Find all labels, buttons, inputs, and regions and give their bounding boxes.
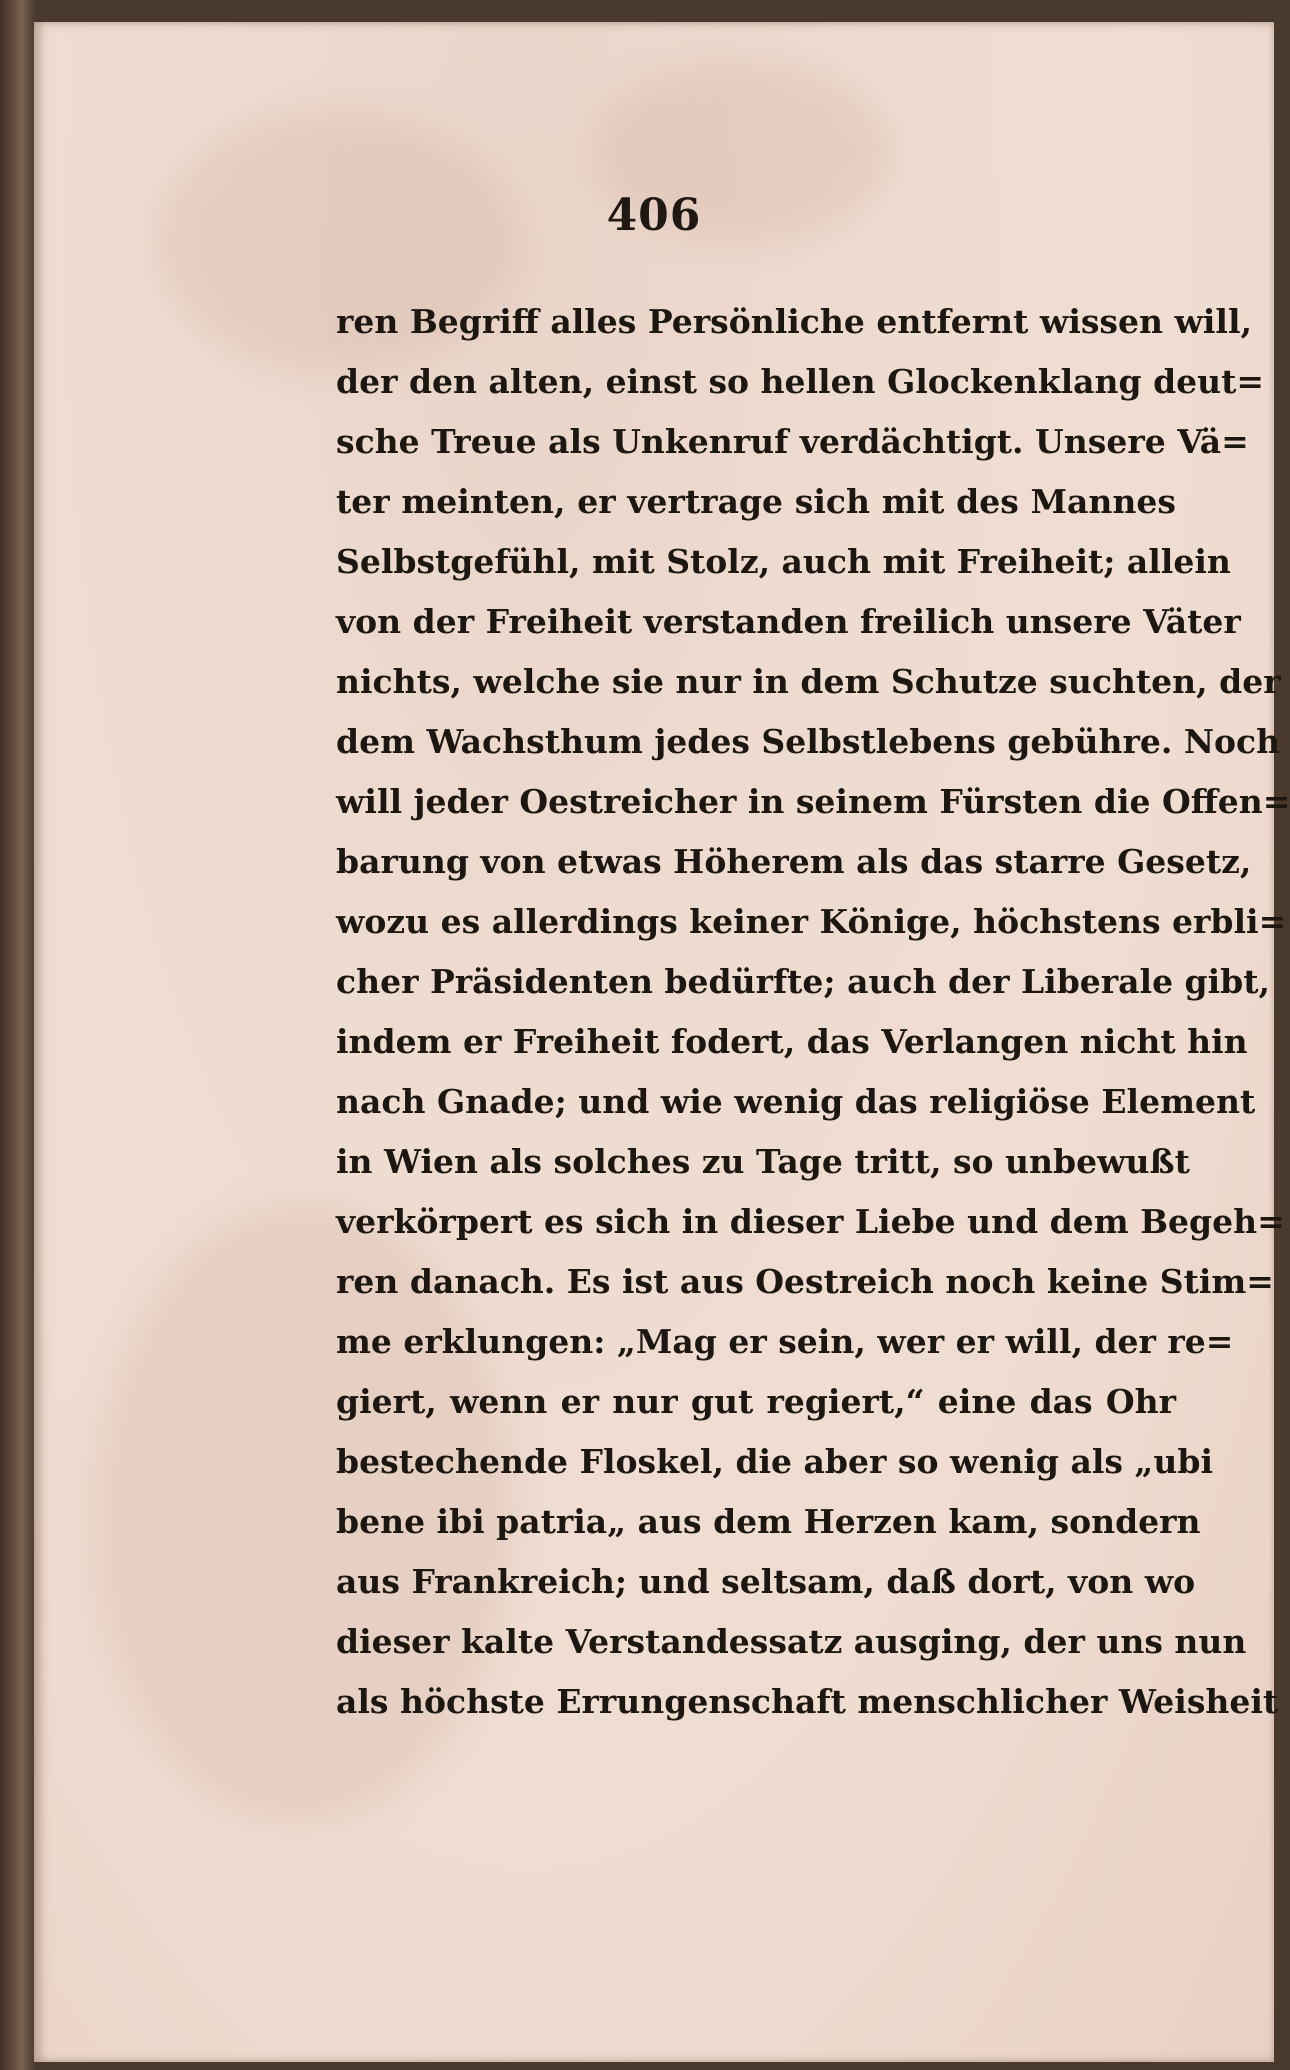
text-line: verkörpert es sich in dieser Liebe und dem Begeh= xyxy=(336,1202,1285,1241)
text-line: nach Gnade; und wie wenig das religiöse Element xyxy=(336,1082,1256,1121)
text-line: nichts, welche sie nur in dem Schutze suchten, der xyxy=(336,662,1281,701)
text-line: Selbstgefühl, mit Stolz, auch mit Freiheit; allein xyxy=(336,542,1231,581)
text-line: ter meinten, er vertrage sich mit des Mannes xyxy=(336,482,1176,521)
text-line: in Wien als solches zu Tage tritt, so unbewußt xyxy=(336,1142,1190,1181)
text-line: bestechende Floskel, die aber so wenig als „ubi xyxy=(336,1442,1214,1481)
text-line: sche Treue als Unkenruf verdächtigt. Unsere Vä= xyxy=(336,422,1249,461)
text-line: als höchste Errungenschaft menschlicher Weisheit xyxy=(336,1682,1279,1721)
paper-page xyxy=(34,22,1290,2062)
text-line: will jeder Oestreicher in seinem Fürsten die Offen= xyxy=(336,782,1290,821)
page-number: 406 xyxy=(606,190,702,241)
text-line: cher Präsidenten bedürfte; auch der Liberale gibt, xyxy=(336,962,1270,1001)
text-line: wozu es allerdings keiner Könige, höchstens erbli= xyxy=(336,902,1287,941)
text-line: ren Begriff alles Persönliche entfernt wissen will, xyxy=(336,302,1252,341)
text-line: indem er Freiheit fodert, das Verlangen nicht hin xyxy=(336,1022,1248,1061)
text-line: me erklungen: „Mag er sein, wer er will, der re= xyxy=(336,1322,1234,1361)
text-line: bene ibi patria„ aus dem Herzen kam, sondern xyxy=(336,1502,1201,1541)
text-line: der den alten, einst so hellen Glockenklang deut= xyxy=(336,362,1265,401)
text-line: ren danach. Es ist aus Oestreich noch keine Stim= xyxy=(336,1262,1274,1301)
text-line: dem Wachsthum jedes Selbstlebens gebühre. Noch xyxy=(336,722,1281,761)
text-line: aus Frankreich; und seltsam, daß dort, von wo xyxy=(336,1562,1196,1601)
text-line: von der Freiheit verstanden freilich unsere Väter xyxy=(336,602,1241,641)
text-line: dieser kalte Verstandessatz ausging, der uns nun xyxy=(336,1622,1247,1661)
text-line: barung von etwas Höherem als das starre Gesetz, xyxy=(336,842,1252,881)
body-text xyxy=(336,292,1290,1732)
text-line: giert, wenn er nur gut regiert,“ eine das Ohr xyxy=(336,1382,1176,1421)
